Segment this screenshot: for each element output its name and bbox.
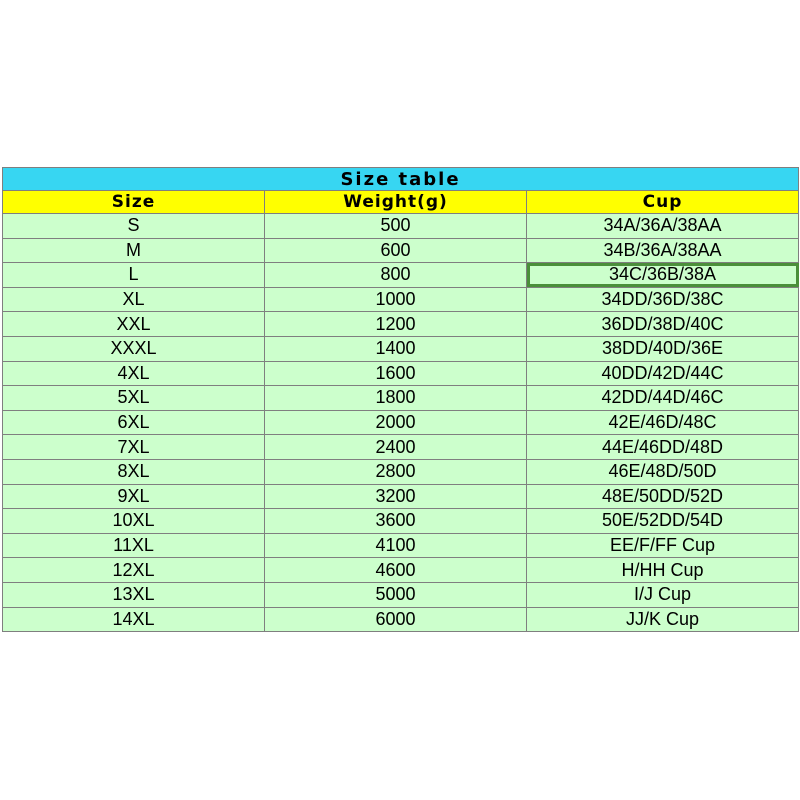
cup-cell: 42DD/44D/46C [527, 386, 799, 411]
size-table [2, 167, 799, 632]
cup-cell: 34C/36B/38A [527, 263, 799, 288]
cup-cell: 40DD/42D/44C [527, 361, 799, 386]
table-row [3, 287, 799, 312]
weight-cell: 2800 [265, 459, 527, 484]
weight-cell: 5000 [265, 582, 527, 607]
size-cell: 9XL [3, 484, 265, 509]
size-cell: 6XL [3, 410, 265, 435]
header-row [3, 191, 799, 214]
table-row [3, 459, 799, 484]
cup-cell: 50E/52DD/54D [527, 509, 799, 534]
table-row [3, 386, 799, 411]
weight-cell: 3600 [265, 509, 527, 534]
cup-cell: H/HH Cup [527, 558, 799, 583]
weight-cell: 3200 [265, 484, 527, 509]
size-cell: XXXL [3, 336, 265, 361]
size-cell: 8XL [3, 459, 265, 484]
cup-cell: JJ/K Cup [527, 607, 799, 632]
cup-cell: 36DD/38D/40C [527, 312, 799, 337]
table-row [3, 214, 799, 239]
size-cell: 11XL [3, 533, 265, 558]
table-row [3, 238, 799, 263]
size-cell: 13XL [3, 582, 265, 607]
size-cell: 5XL [3, 386, 265, 411]
weight-cell: 1000 [265, 287, 527, 312]
cup-cell: 44E/46DD/48D [527, 435, 799, 460]
cup-cell: EE/F/FF Cup [527, 533, 799, 558]
cup-cell: I/J Cup [527, 582, 799, 607]
size-cell: 7XL [3, 435, 265, 460]
size-cell: S [3, 214, 265, 239]
table-row [3, 410, 799, 435]
table-row [3, 607, 799, 632]
size-cell: 10XL [3, 509, 265, 534]
header-size: Size [3, 191, 265, 214]
weight-cell: 2400 [265, 435, 527, 460]
cup-cell: 46E/48D/50D [527, 459, 799, 484]
cup-cell: 34DD/36D/38C [527, 287, 799, 312]
cup-cell: 48E/50DD/52D [527, 484, 799, 509]
weight-cell: 800 [265, 263, 527, 288]
table-row [3, 582, 799, 607]
header-weight: Weight(g) [265, 191, 527, 214]
cup-cell: 34A/36A/38AA [527, 214, 799, 239]
title-row [3, 168, 799, 191]
weight-cell: 4600 [265, 558, 527, 583]
weight-cell: 1600 [265, 361, 527, 386]
table-body [3, 214, 799, 632]
table-row [3, 533, 799, 558]
cup-cell: 42E/46D/48C [527, 410, 799, 435]
cup-cell: 34B/36A/38AA [527, 238, 799, 263]
size-cell: XXL [3, 312, 265, 337]
weight-cell: 1800 [265, 386, 527, 411]
table-row [3, 435, 799, 460]
table-row [3, 312, 799, 337]
weight-cell: 1400 [265, 336, 527, 361]
size-cell: 4XL [3, 361, 265, 386]
table-row [3, 336, 799, 361]
size-cell: L [3, 263, 265, 288]
table-row [3, 361, 799, 386]
table-title: Size table [3, 168, 799, 191]
size-cell: 12XL [3, 558, 265, 583]
size-cell: XL [3, 287, 265, 312]
table-row [3, 484, 799, 509]
header-cup: Cup [527, 191, 799, 214]
cup-cell: 38DD/40D/36E [527, 336, 799, 361]
size-cell: 14XL [3, 607, 265, 632]
table-row [3, 263, 799, 288]
weight-cell: 600 [265, 238, 527, 263]
table-row [3, 509, 799, 534]
table-row [3, 558, 799, 583]
weight-cell: 1200 [265, 312, 527, 337]
weight-cell: 500 [265, 214, 527, 239]
size-cell: M [3, 238, 265, 263]
weight-cell: 2000 [265, 410, 527, 435]
weight-cell: 4100 [265, 533, 527, 558]
weight-cell: 6000 [265, 607, 527, 632]
